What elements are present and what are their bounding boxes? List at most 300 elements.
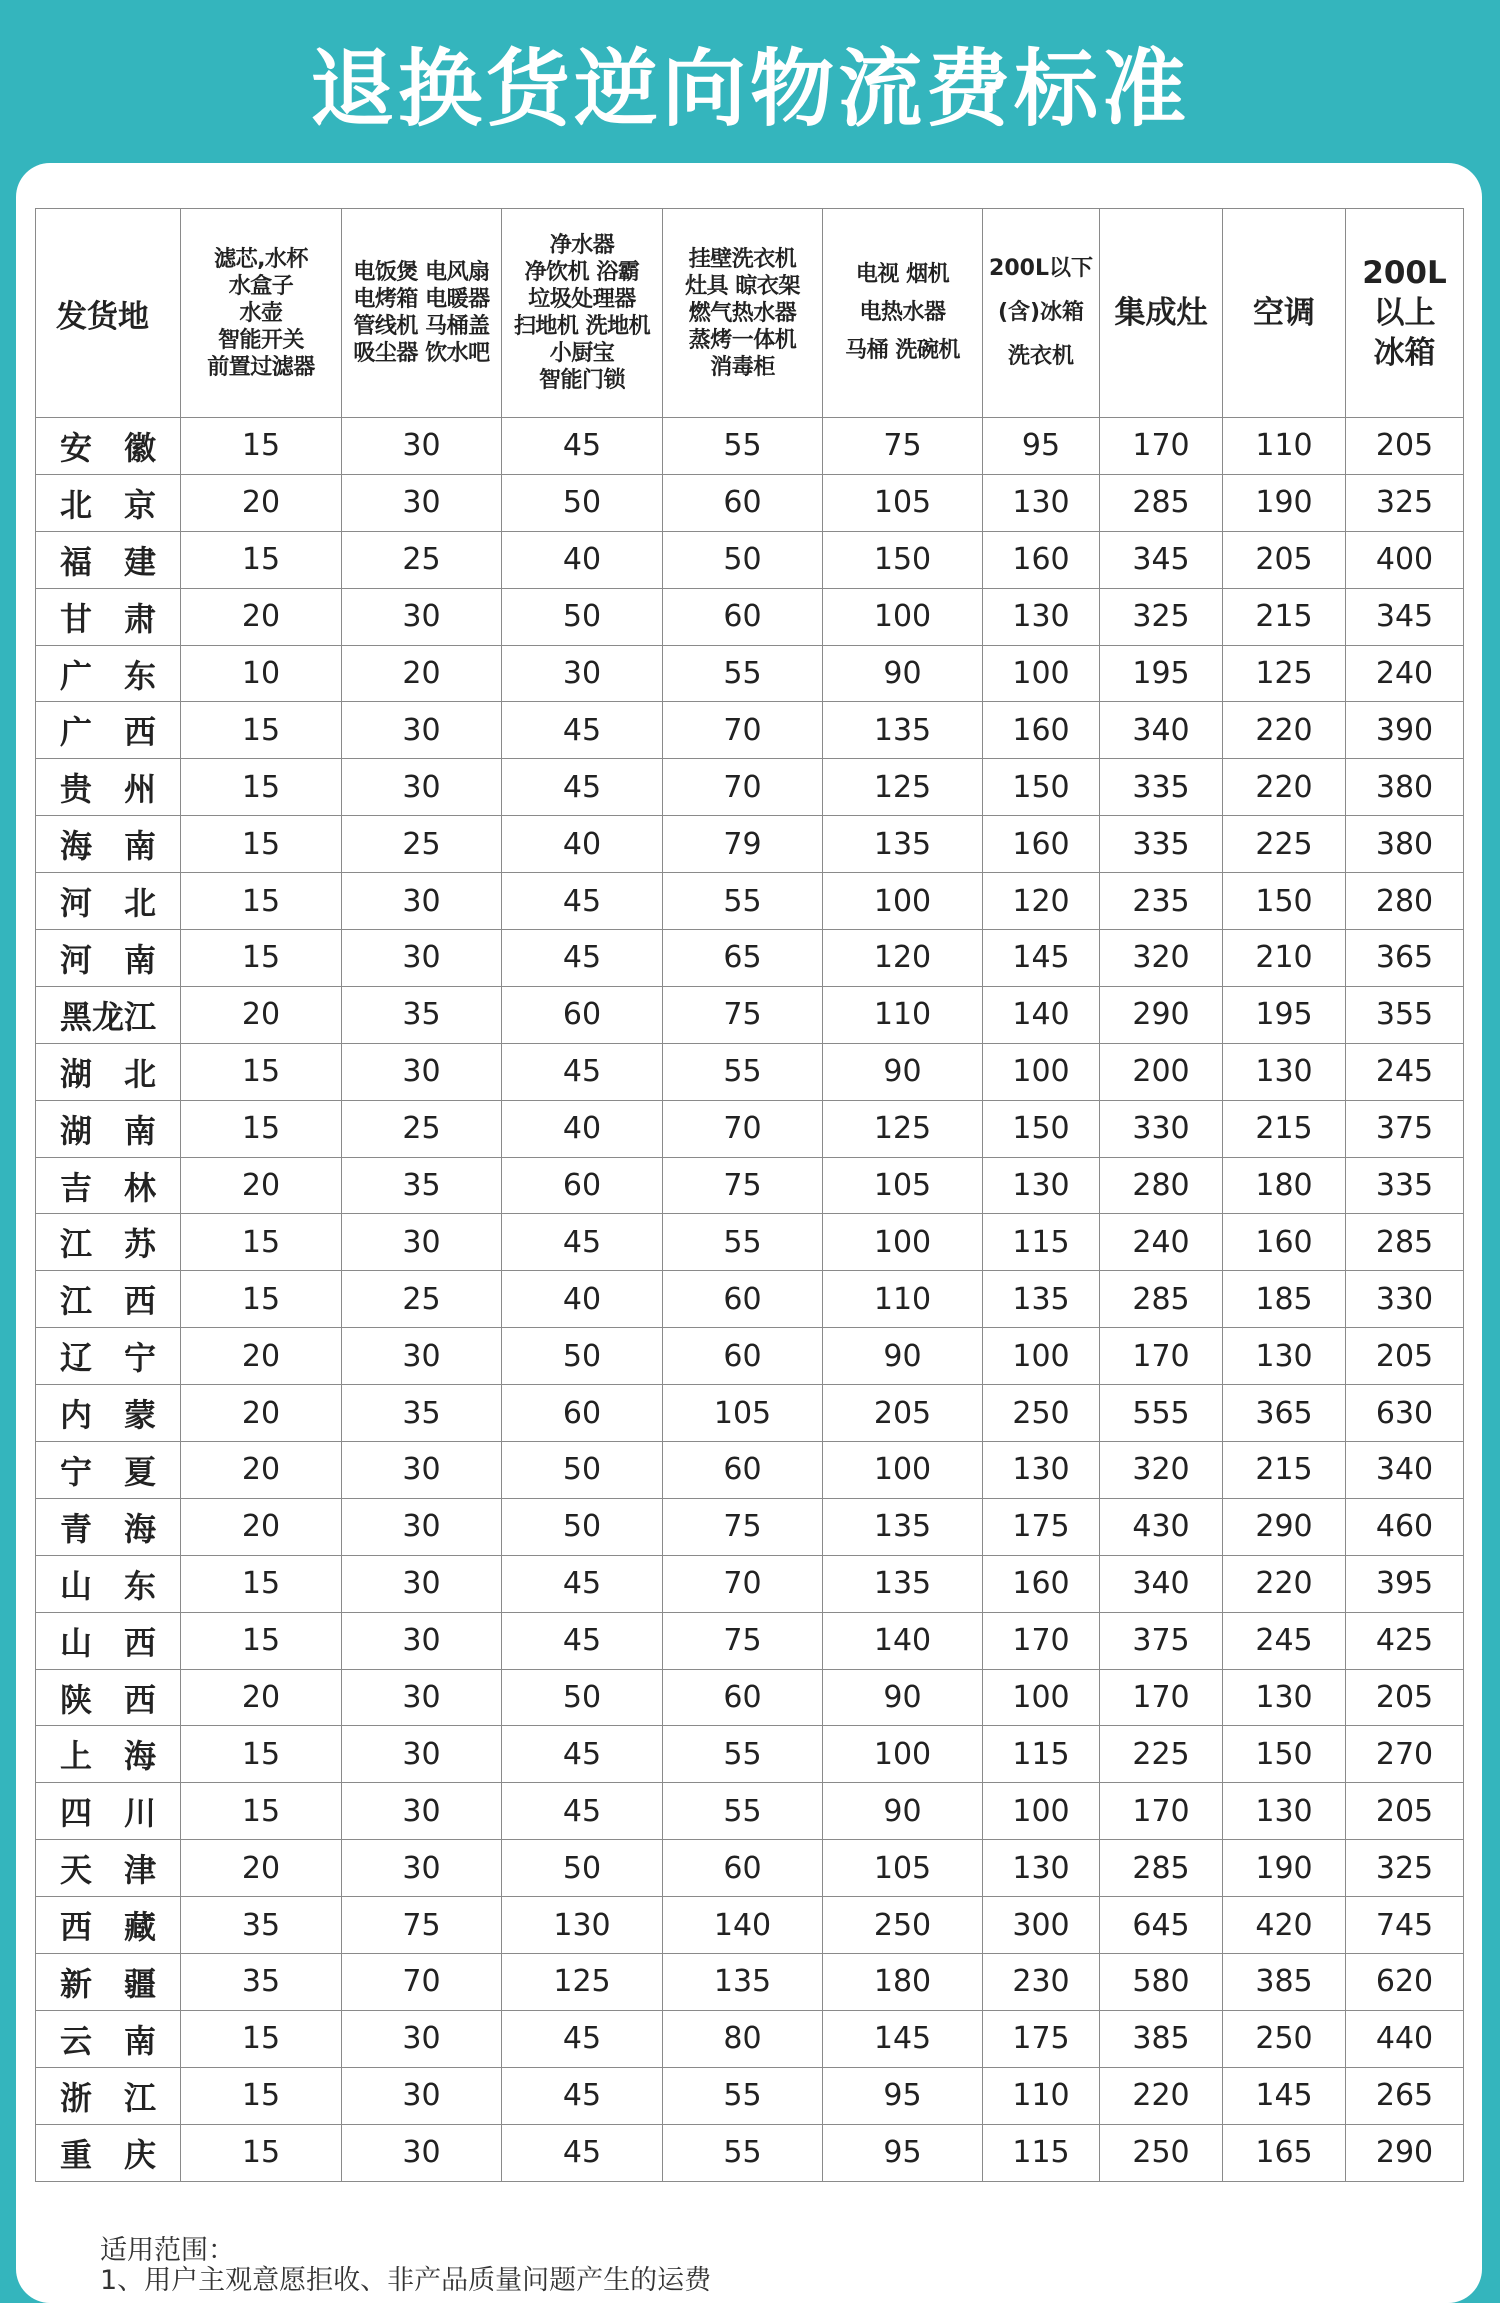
fee-cell: 290	[1346, 2124, 1464, 2181]
province-cell: 宁 夏	[36, 1442, 181, 1499]
fee-cell: 130	[983, 1840, 1100, 1897]
fee-cell: 130	[983, 588, 1100, 645]
fee-cell: 95	[823, 2124, 983, 2181]
fee-cell: 100	[823, 1726, 983, 1783]
fee-cell: 15	[181, 1100, 342, 1157]
fee-cell: 400	[1346, 531, 1464, 588]
province-cell: 云 南	[36, 2010, 181, 2067]
fee-cell: 205	[1346, 1669, 1464, 1726]
fee-cell: 175	[983, 1498, 1100, 1555]
fee-cell: 55	[663, 873, 823, 930]
fee-cell: 90	[823, 1328, 983, 1385]
fee-cell: 30	[342, 1669, 502, 1726]
province-cell: 陕 西	[36, 1669, 181, 1726]
fee-cell: 105	[823, 1157, 983, 1214]
fee-cell: 45	[502, 2010, 663, 2067]
header-col-5: 电视 烟机 电热水器 马桶 洗碗机	[823, 209, 983, 418]
fee-cell: 55	[663, 1783, 823, 1840]
fee-cell: 265	[1346, 2067, 1464, 2124]
fee-cell: 75	[663, 1157, 823, 1214]
fee-cell: 430	[1100, 1498, 1223, 1555]
fee-cell: 35	[181, 1954, 342, 2011]
fee-cell: 45	[502, 418, 663, 475]
table-row	[36, 1385, 1464, 1442]
fee-cell: 325	[1346, 1840, 1464, 1897]
fee-cell: 160	[1223, 1214, 1346, 1271]
fee-cell: 285	[1100, 1840, 1223, 1897]
table-row	[36, 1669, 1464, 1726]
fee-cell: 60	[663, 588, 823, 645]
table-row	[36, 1954, 1464, 2011]
fee-cell: 79	[663, 816, 823, 873]
fee-cell: 285	[1100, 474, 1223, 531]
fee-cell: 225	[1100, 1726, 1223, 1783]
fee-cell: 30	[342, 930, 502, 987]
province-cell: 甘 肃	[36, 588, 181, 645]
fee-cell: 105	[823, 1840, 983, 1897]
fee-cell: 70	[663, 759, 823, 816]
fee-cell: 345	[1346, 588, 1464, 645]
fee-cell: 100	[983, 645, 1100, 702]
table-row	[36, 1840, 1464, 1897]
table-row	[36, 1498, 1464, 1555]
fee-cell: 110	[983, 2067, 1100, 2124]
fee-cell: 120	[823, 930, 983, 987]
fee-cell: 20	[181, 474, 342, 531]
fee-cell: 30	[342, 873, 502, 930]
fee-cell: 25	[342, 1100, 502, 1157]
province-cell: 北 京	[36, 474, 181, 531]
fee-cell: 20	[342, 645, 502, 702]
fee-cell: 170	[1100, 1669, 1223, 1726]
fee-cell: 115	[983, 1726, 1100, 1783]
header-col-6: 200L以下 (含)冰箱 洗衣机	[983, 209, 1100, 418]
fee-cell: 20	[181, 1157, 342, 1214]
fee-cell: 20	[181, 986, 342, 1043]
table-row	[36, 1442, 1464, 1499]
fee-cell: 30	[342, 1840, 502, 1897]
table-row	[36, 2067, 1464, 2124]
fee-cell: 50	[502, 1840, 663, 1897]
fee-cell: 10	[181, 645, 342, 702]
fee-cell: 15	[181, 702, 342, 759]
fee-cell: 50	[663, 531, 823, 588]
fee-cell: 110	[823, 986, 983, 1043]
fee-cell: 45	[502, 930, 663, 987]
fee-cell: 55	[663, 2124, 823, 2181]
fee-cell: 30	[342, 1214, 502, 1271]
fee-cell: 45	[502, 759, 663, 816]
fee-cell: 135	[823, 816, 983, 873]
fee-cell: 420	[1223, 1897, 1346, 1954]
fee-cell: 230	[983, 1954, 1100, 2011]
fee-cell: 60	[502, 986, 663, 1043]
fee-cell: 90	[823, 1783, 983, 1840]
fee-cell: 45	[502, 1555, 663, 1612]
fee-cell: 45	[502, 2124, 663, 2181]
fee-cell: 100	[823, 588, 983, 645]
fee-cell: 210	[1223, 930, 1346, 987]
fee-cell: 115	[983, 2124, 1100, 2181]
fee-cell: 15	[181, 418, 342, 475]
fee-cell: 280	[1100, 1157, 1223, 1214]
fee-cell: 630	[1346, 1385, 1464, 1442]
fee-cell: 100	[823, 873, 983, 930]
fee-cell: 110	[823, 1271, 983, 1328]
fee-cell: 15	[181, 930, 342, 987]
table-row	[36, 1043, 1464, 1100]
province-cell: 重 庆	[36, 2124, 181, 2181]
fee-cell: 15	[181, 1043, 342, 1100]
header-col-3: 净水器 净饮机 浴霸 垃圾处理器 扫地机 洗地机 小厨宝 智能门锁	[502, 209, 663, 418]
fee-cell: 100	[983, 1783, 1100, 1840]
fee-cell: 150	[983, 759, 1100, 816]
province-cell: 海 南	[36, 816, 181, 873]
province-cell: 辽 宁	[36, 1328, 181, 1385]
fee-cell: 15	[181, 1612, 342, 1669]
fee-cell: 385	[1100, 2010, 1223, 2067]
province-cell: 江 西	[36, 1271, 181, 1328]
province-cell: 青 海	[36, 1498, 181, 1555]
fee-cell: 205	[823, 1385, 983, 1442]
fee-cell: 175	[983, 2010, 1100, 2067]
fee-cell: 20	[181, 588, 342, 645]
fee-cell: 60	[663, 474, 823, 531]
fee-cell: 200	[1100, 1043, 1223, 1100]
fee-cell: 220	[1223, 702, 1346, 759]
fee-cell: 60	[663, 1669, 823, 1726]
fee-cell: 140	[663, 1897, 823, 1954]
fee-cell: 45	[502, 1726, 663, 1783]
fee-cell: 95	[983, 418, 1100, 475]
fee-cell: 160	[983, 702, 1100, 759]
fee-cell: 395	[1346, 1555, 1464, 1612]
fee-cell: 145	[983, 930, 1100, 987]
fee-cell: 15	[181, 873, 342, 930]
province-cell: 吉 林	[36, 1157, 181, 1214]
table-row	[36, 1100, 1464, 1157]
fee-cell: 130	[1223, 1669, 1346, 1726]
fee-cell: 25	[342, 531, 502, 588]
fee-cell: 165	[1223, 2124, 1346, 2181]
fee-cell: 20	[181, 1442, 342, 1499]
header-origin: 发货地	[36, 209, 181, 418]
fee-cell: 100	[983, 1669, 1100, 1726]
fee-cell: 130	[983, 1157, 1100, 1214]
fee-cell: 125	[1223, 645, 1346, 702]
fee-cell: 190	[1223, 1840, 1346, 1897]
fee-cell: 220	[1223, 1555, 1346, 1612]
province-cell: 安 徽	[36, 418, 181, 475]
fee-cell: 170	[1100, 1783, 1223, 1840]
fee-cell: 580	[1100, 1954, 1223, 2011]
fee-cell: 70	[663, 702, 823, 759]
fee-cell: 50	[502, 1442, 663, 1499]
table-row	[36, 1328, 1464, 1385]
fee-cell: 35	[181, 1897, 342, 1954]
fee-cell: 270	[1346, 1726, 1464, 1783]
fee-cell: 205	[1346, 1783, 1464, 1840]
fee-cell: 340	[1100, 702, 1223, 759]
fee-cell: 380	[1346, 816, 1464, 873]
fee-cell: 180	[823, 1954, 983, 2011]
table-header-row	[36, 209, 1464, 418]
table-row	[36, 930, 1464, 987]
fee-cell: 130	[1223, 1328, 1346, 1385]
fee-cell: 340	[1346, 1442, 1464, 1499]
fee-cell: 170	[1100, 418, 1223, 475]
province-cell: 河 北	[36, 873, 181, 930]
table-row	[36, 759, 1464, 816]
fee-cell: 130	[502, 1897, 663, 1954]
header-col-1: 滤芯,水杯 水盒子 水壶 智能开关 前置过滤器	[181, 209, 342, 418]
header-col-4: 挂壁洗衣机 灶具 晾衣架 燃气热水器 蒸烤一体机 消毒柜	[663, 209, 823, 418]
table-row	[36, 986, 1464, 1043]
fee-cell: 135	[983, 1271, 1100, 1328]
fee-cell: 30	[342, 1043, 502, 1100]
fee-cell: 380	[1346, 759, 1464, 816]
fee-cell: 75	[342, 1897, 502, 1954]
fee-cell: 20	[181, 1498, 342, 1555]
table-row	[36, 1157, 1464, 1214]
fee-cell: 55	[663, 645, 823, 702]
header-col-8: 空调	[1223, 209, 1346, 418]
fee-cell: 75	[663, 1612, 823, 1669]
fee-cell: 245	[1346, 1043, 1464, 1100]
fee-cell: 385	[1223, 1954, 1346, 2011]
table-row	[36, 1897, 1464, 1954]
fee-cell: 205	[1223, 531, 1346, 588]
fee-cell: 15	[181, 1555, 342, 1612]
fee-cell: 30	[342, 474, 502, 531]
table-row	[36, 1555, 1464, 1612]
fee-cell: 365	[1223, 1385, 1346, 1442]
fee-cell: 45	[502, 1043, 663, 1100]
fee-cell: 195	[1223, 986, 1346, 1043]
fee-cell: 45	[502, 702, 663, 759]
fee-cell: 120	[983, 873, 1100, 930]
fee-cell: 135	[663, 1954, 823, 2011]
fee-cell: 100	[983, 1043, 1100, 1100]
fee-cell: 60	[663, 1840, 823, 1897]
fee-cell: 620	[1346, 1954, 1464, 2011]
province-cell: 河 南	[36, 930, 181, 987]
fee-cell: 30	[342, 2124, 502, 2181]
fee-cell: 130	[1223, 1783, 1346, 1840]
fee-cell: 110	[1223, 418, 1346, 475]
fee-cell: 30	[342, 1612, 502, 1669]
fee-cell: 240	[1100, 1214, 1223, 1271]
table-row	[36, 1612, 1464, 1669]
fee-cell: 55	[663, 2067, 823, 2124]
table-row	[36, 418, 1464, 475]
province-cell: 黑龙江	[36, 986, 181, 1043]
fee-cell: 50	[502, 1669, 663, 1726]
fee-cell: 75	[663, 986, 823, 1043]
fee-cell: 15	[181, 816, 342, 873]
fee-cell: 50	[502, 588, 663, 645]
fee-cell: 335	[1100, 759, 1223, 816]
fee-cell: 185	[1223, 1271, 1346, 1328]
province-cell: 浙 江	[36, 2067, 181, 2124]
fee-cell: 180	[1223, 1157, 1346, 1214]
fee-cell: 160	[983, 816, 1100, 873]
fee-cell: 30	[342, 1783, 502, 1840]
fee-cell: 300	[983, 1897, 1100, 1954]
fee-cell: 30	[502, 645, 663, 702]
fee-cell: 30	[342, 1498, 502, 1555]
fee-cell: 460	[1346, 1498, 1464, 1555]
fee-cell: 330	[1100, 1100, 1223, 1157]
fee-cell: 30	[342, 2067, 502, 2124]
fee-cell: 220	[1223, 759, 1346, 816]
fee-cell: 215	[1223, 1100, 1346, 1157]
fee-cell: 15	[181, 1726, 342, 1783]
fee-cell: 60	[663, 1328, 823, 1385]
fee-cell: 100	[823, 1442, 983, 1499]
fee-cell: 15	[181, 531, 342, 588]
table-row	[36, 1783, 1464, 1840]
province-cell: 新 疆	[36, 1954, 181, 2011]
page-title: 退换货逆向物流费标准	[309, 40, 1190, 138]
fee-cell: 645	[1100, 1897, 1223, 1954]
fee-cell: 325	[1346, 474, 1464, 531]
fee-cell: 150	[823, 531, 983, 588]
fee-cell: 320	[1100, 930, 1223, 987]
fee-cell: 45	[502, 1612, 663, 1669]
fee-cell: 15	[181, 2124, 342, 2181]
province-cell: 西 藏	[36, 1897, 181, 1954]
fee-cell: 20	[181, 1328, 342, 1385]
province-cell: 四 川	[36, 1783, 181, 1840]
fee-cell: 285	[1346, 1214, 1464, 1271]
fee-cell: 45	[502, 2067, 663, 2124]
fee-cell: 15	[181, 2067, 342, 2124]
fee-cell: 150	[1223, 873, 1346, 930]
fee-cell: 205	[1346, 418, 1464, 475]
fee-cell: 30	[342, 418, 502, 475]
header-col-2: 电饭煲 电风扇 电烤箱 电暖器 管线机 马桶盖 吸尘器 饮水吧	[342, 209, 502, 418]
fee-cell: 40	[502, 816, 663, 873]
fee-cell: 60	[502, 1385, 663, 1442]
fee-cell: 215	[1223, 1442, 1346, 1499]
province-cell: 山 东	[36, 1555, 181, 1612]
fee-cell: 70	[342, 1954, 502, 2011]
province-cell: 山 西	[36, 1612, 181, 1669]
fee-cell: 145	[1223, 2067, 1346, 2124]
fee-cell: 30	[342, 1328, 502, 1385]
fee-cell: 235	[1100, 873, 1223, 930]
table-row	[36, 474, 1464, 531]
fee-cell: 365	[1346, 930, 1464, 987]
fee-cell: 440	[1346, 2010, 1464, 2067]
fee-cell: 140	[983, 986, 1100, 1043]
fee-cell: 320	[1100, 1442, 1223, 1499]
fee-cell: 15	[181, 1783, 342, 1840]
fee-cell: 340	[1100, 1555, 1223, 1612]
fee-cell: 170	[983, 1612, 1100, 1669]
fee-cell: 355	[1346, 986, 1464, 1043]
fee-cell: 220	[1100, 2067, 1223, 2124]
fee-cell: 15	[181, 759, 342, 816]
fee-cell: 55	[663, 418, 823, 475]
fee-cell: 285	[1100, 1271, 1223, 1328]
fee-cell: 55	[663, 1043, 823, 1100]
table-row	[36, 1726, 1464, 1783]
table-row	[36, 873, 1464, 930]
fee-cell: 20	[181, 1669, 342, 1726]
table-body	[36, 418, 1464, 2182]
fee-cell: 100	[823, 1214, 983, 1271]
fee-cell: 330	[1346, 1271, 1464, 1328]
fee-cell: 15	[181, 1271, 342, 1328]
fee-cell: 125	[823, 1100, 983, 1157]
scope-label: 适用范围：	[100, 2235, 235, 2266]
fee-cell: 325	[1100, 588, 1223, 645]
fee-cell: 250	[1223, 2010, 1346, 2067]
fee-cell: 150	[983, 1100, 1100, 1157]
fee-cell: 250	[1100, 2124, 1223, 2181]
fee-cell: 130	[983, 474, 1100, 531]
fee-cell: 20	[181, 1385, 342, 1442]
fee-cell: 290	[1100, 986, 1223, 1043]
fee-cell: 160	[983, 1555, 1100, 1612]
province-cell: 上 海	[36, 1726, 181, 1783]
fee-cell: 90	[823, 645, 983, 702]
province-cell: 广 西	[36, 702, 181, 759]
fee-cell: 95	[823, 2067, 983, 2124]
fee-cell: 30	[342, 1726, 502, 1783]
fee-cell: 25	[342, 1271, 502, 1328]
fee-cell: 30	[342, 588, 502, 645]
province-cell: 天 津	[36, 1840, 181, 1897]
header-col-9: 200L 以上 冰箱	[1346, 209, 1464, 418]
fee-cell: 135	[823, 1498, 983, 1555]
fee-cell: 170	[1100, 1328, 1223, 1385]
fee-cell: 250	[983, 1385, 1100, 1442]
fee-cell: 50	[502, 1328, 663, 1385]
fee-cell: 45	[502, 1214, 663, 1271]
province-cell: 福 建	[36, 531, 181, 588]
fee-cell: 375	[1100, 1612, 1223, 1669]
fee-cell: 240	[1346, 645, 1464, 702]
fee-cell: 60	[502, 1157, 663, 1214]
scope-item-1: 1、用户主观意愿拒收、非产品质量问题产生的运费	[100, 2265, 712, 2296]
fee-cell: 55	[663, 1214, 823, 1271]
header-col-7: 集成灶	[1100, 209, 1223, 418]
fee-cell: 60	[663, 1271, 823, 1328]
fee-cell: 245	[1223, 1612, 1346, 1669]
fee-cell: 50	[502, 474, 663, 531]
fee-cell: 390	[1346, 702, 1464, 759]
fee-cell: 30	[342, 759, 502, 816]
fee-cell: 145	[823, 2010, 983, 2067]
fee-cell: 70	[663, 1555, 823, 1612]
fee-cell: 30	[342, 702, 502, 759]
fee-cell: 65	[663, 930, 823, 987]
fee-cell: 30	[342, 1442, 502, 1499]
fee-cell: 425	[1346, 1612, 1464, 1669]
province-cell: 江 苏	[36, 1214, 181, 1271]
fee-cell: 250	[823, 1897, 983, 1954]
fee-cell: 335	[1100, 816, 1223, 873]
fee-cell: 205	[1346, 1328, 1464, 1385]
fee-cell: 140	[823, 1612, 983, 1669]
fee-cell: 160	[983, 531, 1100, 588]
fee-cell: 150	[1223, 1726, 1346, 1783]
fee-cell: 15	[181, 1214, 342, 1271]
fee-cell: 35	[342, 986, 502, 1043]
